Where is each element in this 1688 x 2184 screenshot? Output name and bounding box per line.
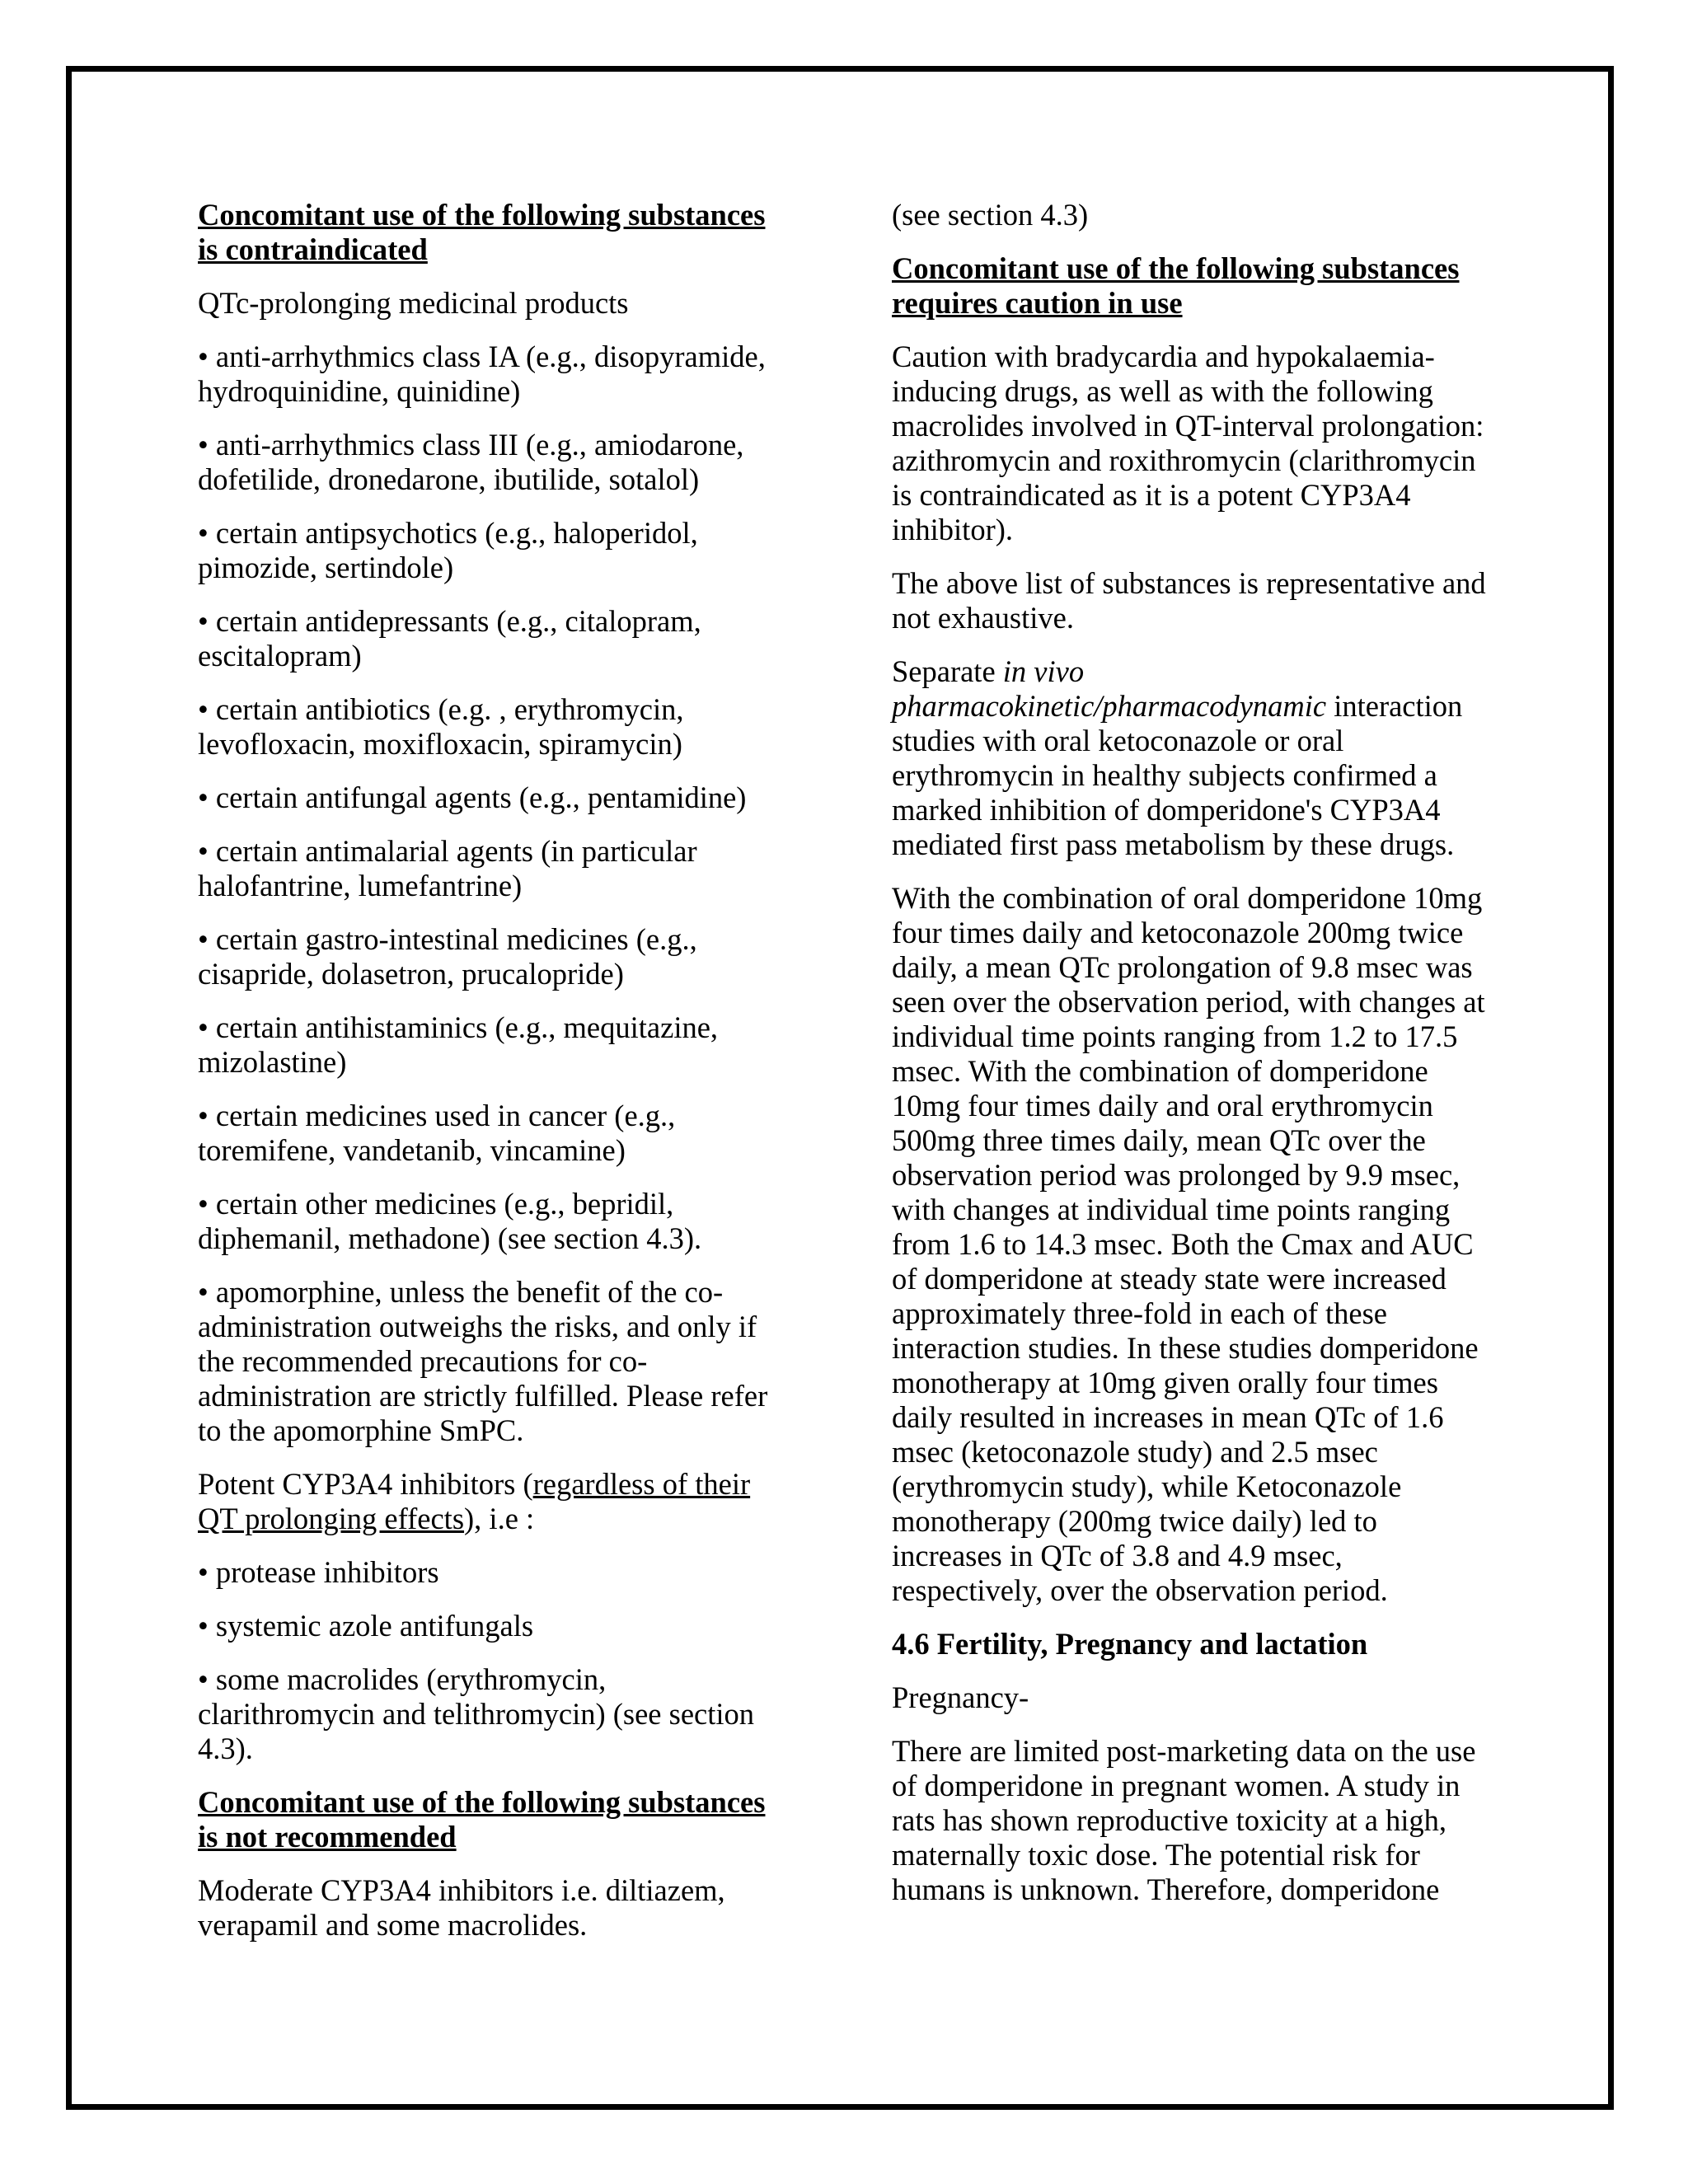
cyp-intro-before: Potent CYP3A4 inhibitors ( [198,1467,533,1501]
heading-contraindicated: Concomitant use of the following substances is contraindicated [198,198,766,266]
cyp-intro-underlined: regardless of their QT prolonging effects [198,1467,751,1535]
list-item: • apomorphine, unless the benefit of the co-administration outweighs the risks, and only if the recommended precautions for co-administration are strictly fulfilled. Please refer to the apomorphine SmPC. [198,1275,768,1447]
see-section-text: (see section 4.3) [892,198,1089,232]
heading-not-recommended: Concomitant use of the following substances is not recommended [198,1785,766,1854]
list-item: • certain medicines used in cancer (e.g., toremifene, vandetanib, vincamine) [198,1099,676,1167]
left-column [198,198,775,1961]
pregnancy-label: Pregnancy- [892,1680,1029,1714]
list-item: • anti-arrhythmics class III (e.g., amiodarone, dofetilide, dronedarone, ibutilide, sotalol) [198,428,744,496]
cyp-intro [198,1467,775,1536]
section-heading: 4.6 Fertility, Pregnancy and lactation [892,1627,1368,1661]
heading-caution: Concomitant use of the following substances requires caution in use [892,251,1460,320]
list-note: The above list of substances is representative and not exhaustive. [892,566,1486,635]
separate-studies-text [892,654,1490,862]
separate-before: Separate [892,654,1003,688]
list-item: • certain other medicines (e.g., bepridil, diphemanil, methadone) (see section 4.3). [198,1187,702,1255]
list-item: • certain antimalarial agents (in particular halofantrine, lumefantrine) [198,834,697,902]
list-item: • protease inhibitors [198,1555,439,1589]
list-item: • certain gastro-intestinal medicines (e.g., cisapride, dolasetron, prucalopride) [198,922,697,991]
list-item: • certain antifungal agents (e.g., pentamidine) [198,780,747,814]
list-item: • certain antidepressants (e.g., citalopram, escitalopram) [198,604,701,673]
separate-after: interaction studies with oral ketoconazole or oral erythromycin in healthy subjects confirmed a marked inhibition of domperidone's CYP3A4 mediated first pass metabolism by these drugs. [892,689,1463,861]
pregnancy-text: There are limited post-marketing data on the use of domperidone in pregnant women. A study in rats has shown reproductive toxicity at a high, maternally toxic dose. The potential risk for humans is unknown. Therefore, domperidone [892,1734,1476,1906]
list-item: • systemic azole antifungals [198,1609,534,1643]
cyp-intro-after: ), i.e : [464,1502,535,1535]
qtc-intro: QTc-prolonging medicinal products [198,286,629,320]
list-item: • some macrolides (erythromycin, clarithromycin and telithromycin) (see section 4.3). [198,1662,755,1765]
list-item: • certain antihistaminics (e.g., mequitazine, mizolastine) [198,1010,719,1079]
list-item: • certain antibiotics (e.g. , erythromycin, levofloxacin, moxifloxacin, spiramycin) [198,692,684,761]
separate-italic: in vivo pharmacokinetic/pharmacodynamic [892,654,1327,723]
caution-text: Caution with bradycardia and hypokalaemia-inducing drugs, as well as with the following macrolides involved in QT-interval prolongation: azithromycin and roxithromycin (clarithromycin is contraindicated as it is a potent CYP3A4 inhibitor). [892,340,1484,546]
right-column [892,198,1490,1926]
list-item: • certain antipsychotics (e.g., haloperidol, pimozide, sertindole) [198,516,698,584]
combination-text: With the combination of oral domperidone 10mg four times daily and ketoconazole 200mg twice daily, a mean QTc prolongation of 9.8 msec was seen over the observation period, with changes at individual time points ranging from 1.2 to 17.5 msec. With the combination of domperidone 10mg four times daily and oral erythromycin 500mg three times daily, mean QTc over the observation period was prolonged by 9.9 msec, with changes at individual time points ranging from 1.6 to 14.3 msec. Both the Cmax and AUC of domperidone at steady state were increased approximately three-fold in each of these interaction studies. In these studies domperidone monotherapy at 10mg given orally four times daily resulted in increases in mean QTc of 1.6 msec (ketoconazole study) and 2.5 msec (erythromycin study), while Ketoconazole monotherapy (200mg twice daily) led to increases in QTc of 3.8 and 4.9 msec, respectively, over the observation period. [892,881,1485,1607]
list-item: • anti-arrhythmics class IA (e.g., disopyramide, hydroquinidine, quinidine) [198,340,766,408]
moderate-text: Moderate CYP3A4 inhibitors i.e. diltiazem, verapamil and some macrolides. [198,1873,725,1942]
